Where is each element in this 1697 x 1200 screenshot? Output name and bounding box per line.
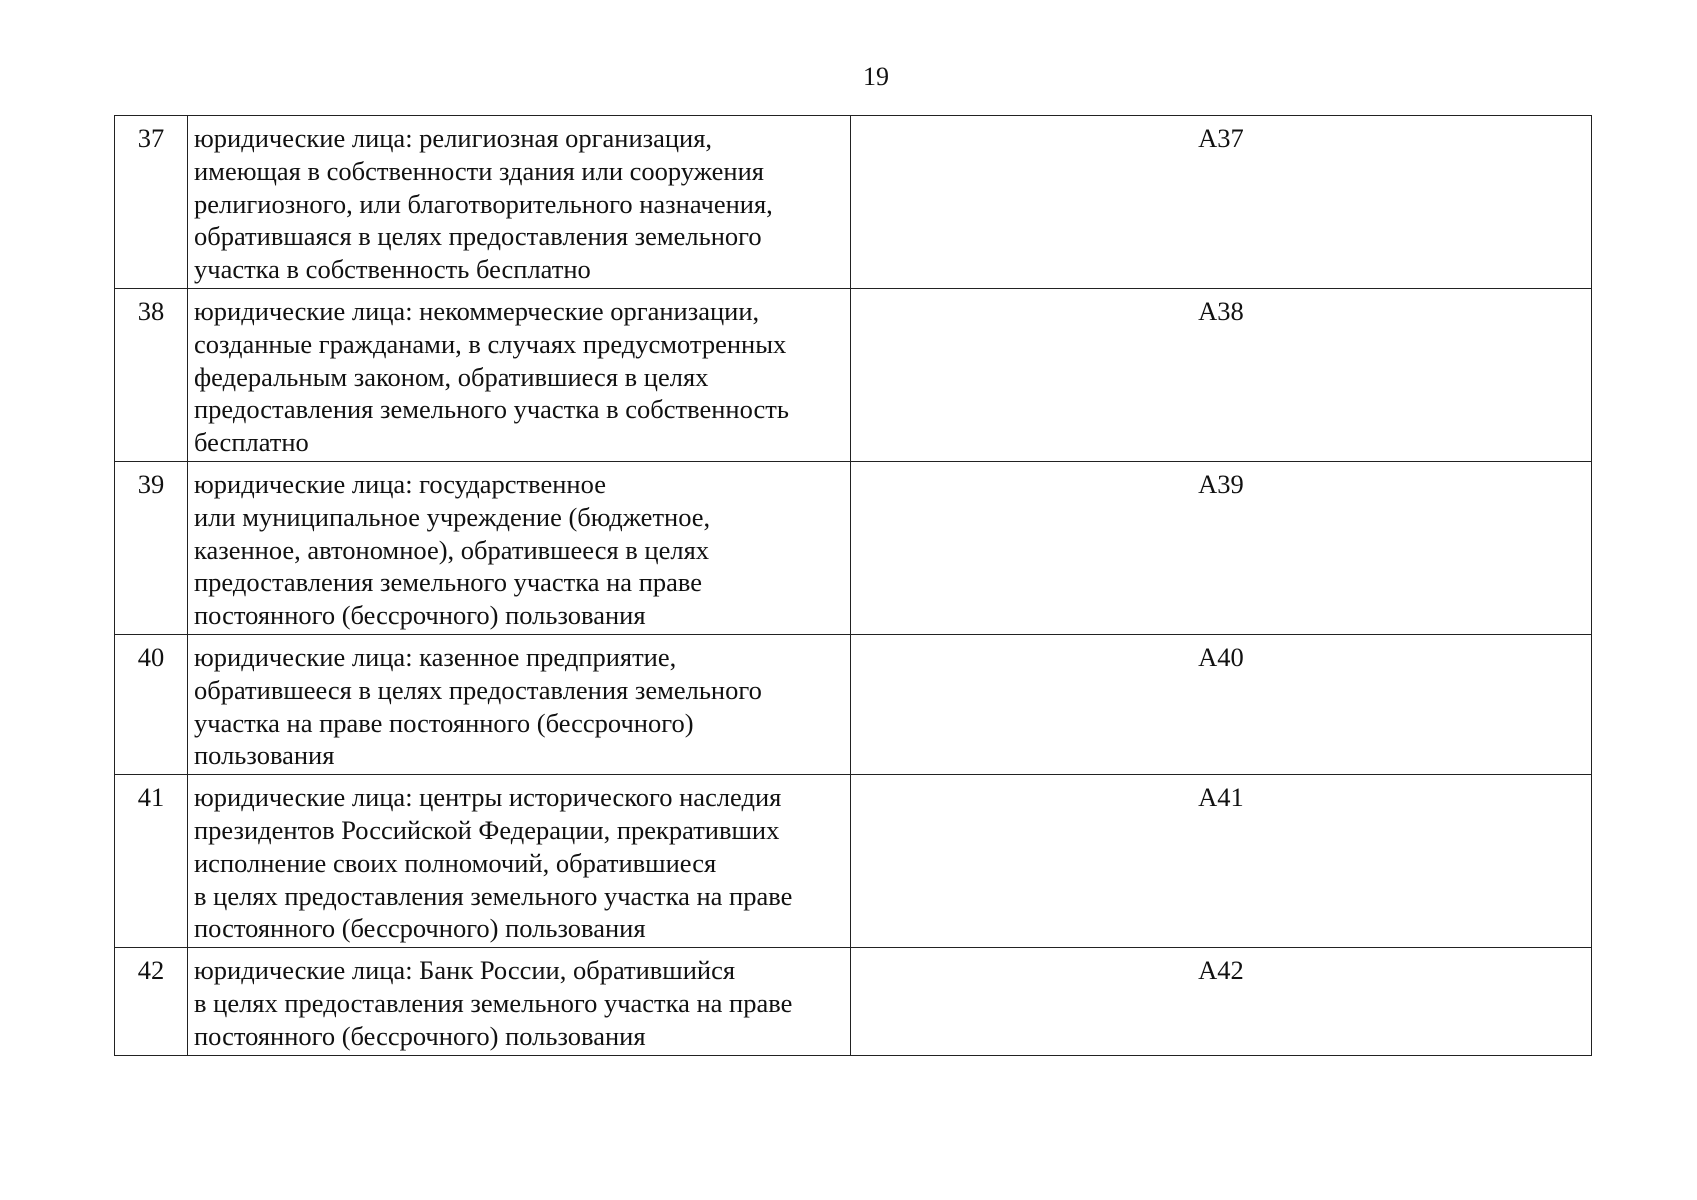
table-row (115, 116, 1592, 289)
description-line: юридические лица: государственное (194, 468, 606, 499)
row-number: 41 (115, 775, 188, 948)
description-line: бесплатно (194, 427, 309, 458)
description-line: юридические лица: религиозная организация, (194, 123, 713, 153)
row-number: 42 (115, 948, 188, 1055)
row-description (188, 775, 851, 948)
row-code: А38 (851, 288, 1592, 461)
row-description (188, 288, 851, 461)
description-line: юридические лица: некоммерческие организации, (194, 295, 760, 326)
page-number: 19 (863, 62, 889, 91)
row-code: А37 (851, 116, 1592, 289)
description-line: постоянного (бессрочного) пользования (194, 600, 646, 631)
description-line: постоянного (бессрочного) пользования (194, 913, 646, 944)
table-row (115, 461, 1592, 634)
row-description (188, 461, 851, 634)
description-line: религиозного, или благотворительного назначения, (194, 188, 773, 219)
description-line: обратившаяся в целях предоставления земельного (194, 221, 762, 252)
description-line: в целях предоставления земельного участка на праве (194, 987, 793, 1018)
row-description (188, 116, 851, 289)
description-line: обратившееся в целях предоставления земельного (194, 674, 762, 705)
description-line: в целях предоставления земельного участка на праве (194, 880, 793, 911)
table-row (115, 775, 1592, 948)
description-line: предоставления земельного участка в собственность (194, 394, 789, 425)
row-number: 40 (115, 634, 188, 774)
description-line: федеральным законом, обратившиеся в целях (194, 361, 709, 392)
row-number: 39 (115, 461, 188, 634)
description-line: президентов Российской Федерации, прекративших (194, 814, 780, 845)
table-row (115, 948, 1592, 1055)
description-line: постоянного (бессрочного) пользования (194, 1020, 646, 1051)
description-line: юридические лица: центры исторического наследия (194, 782, 782, 813)
description-line: участка в собственность бесплатно (194, 254, 591, 285)
description-line: пользования (194, 740, 335, 771)
description-line: юридические лица: казенное предприятие, (194, 641, 677, 672)
applicant-category-table (114, 115, 1592, 1056)
table-row (115, 288, 1592, 461)
row-description (188, 948, 851, 1055)
description-line: предоставления земельного участка на праве (194, 567, 703, 598)
row-number: 38 (115, 288, 188, 461)
row-code: А41 (851, 775, 1592, 948)
row-code: А42 (851, 948, 1592, 1055)
description-line: участка на праве постоянного (бессрочного) (194, 707, 694, 738)
row-code: А40 (851, 634, 1592, 774)
table-row (115, 634, 1592, 774)
description-line: созданные гражданами, в случаях предусмотренных (194, 328, 787, 359)
row-number: 37 (115, 116, 188, 289)
description-line: имеющая в собственности здания или сооружения (194, 155, 764, 186)
description-line: исполнение своих полномочий, обратившиеся (194, 847, 717, 878)
row-description (188, 634, 851, 774)
description-line: юридические лица: Банк России, обратившийся (194, 955, 736, 986)
description-line: или муниципальное учреждение (бюджетное, (194, 501, 711, 532)
row-code: А39 (851, 461, 1592, 634)
description-line: казенное, автономное), обратившееся в целях (194, 534, 710, 565)
